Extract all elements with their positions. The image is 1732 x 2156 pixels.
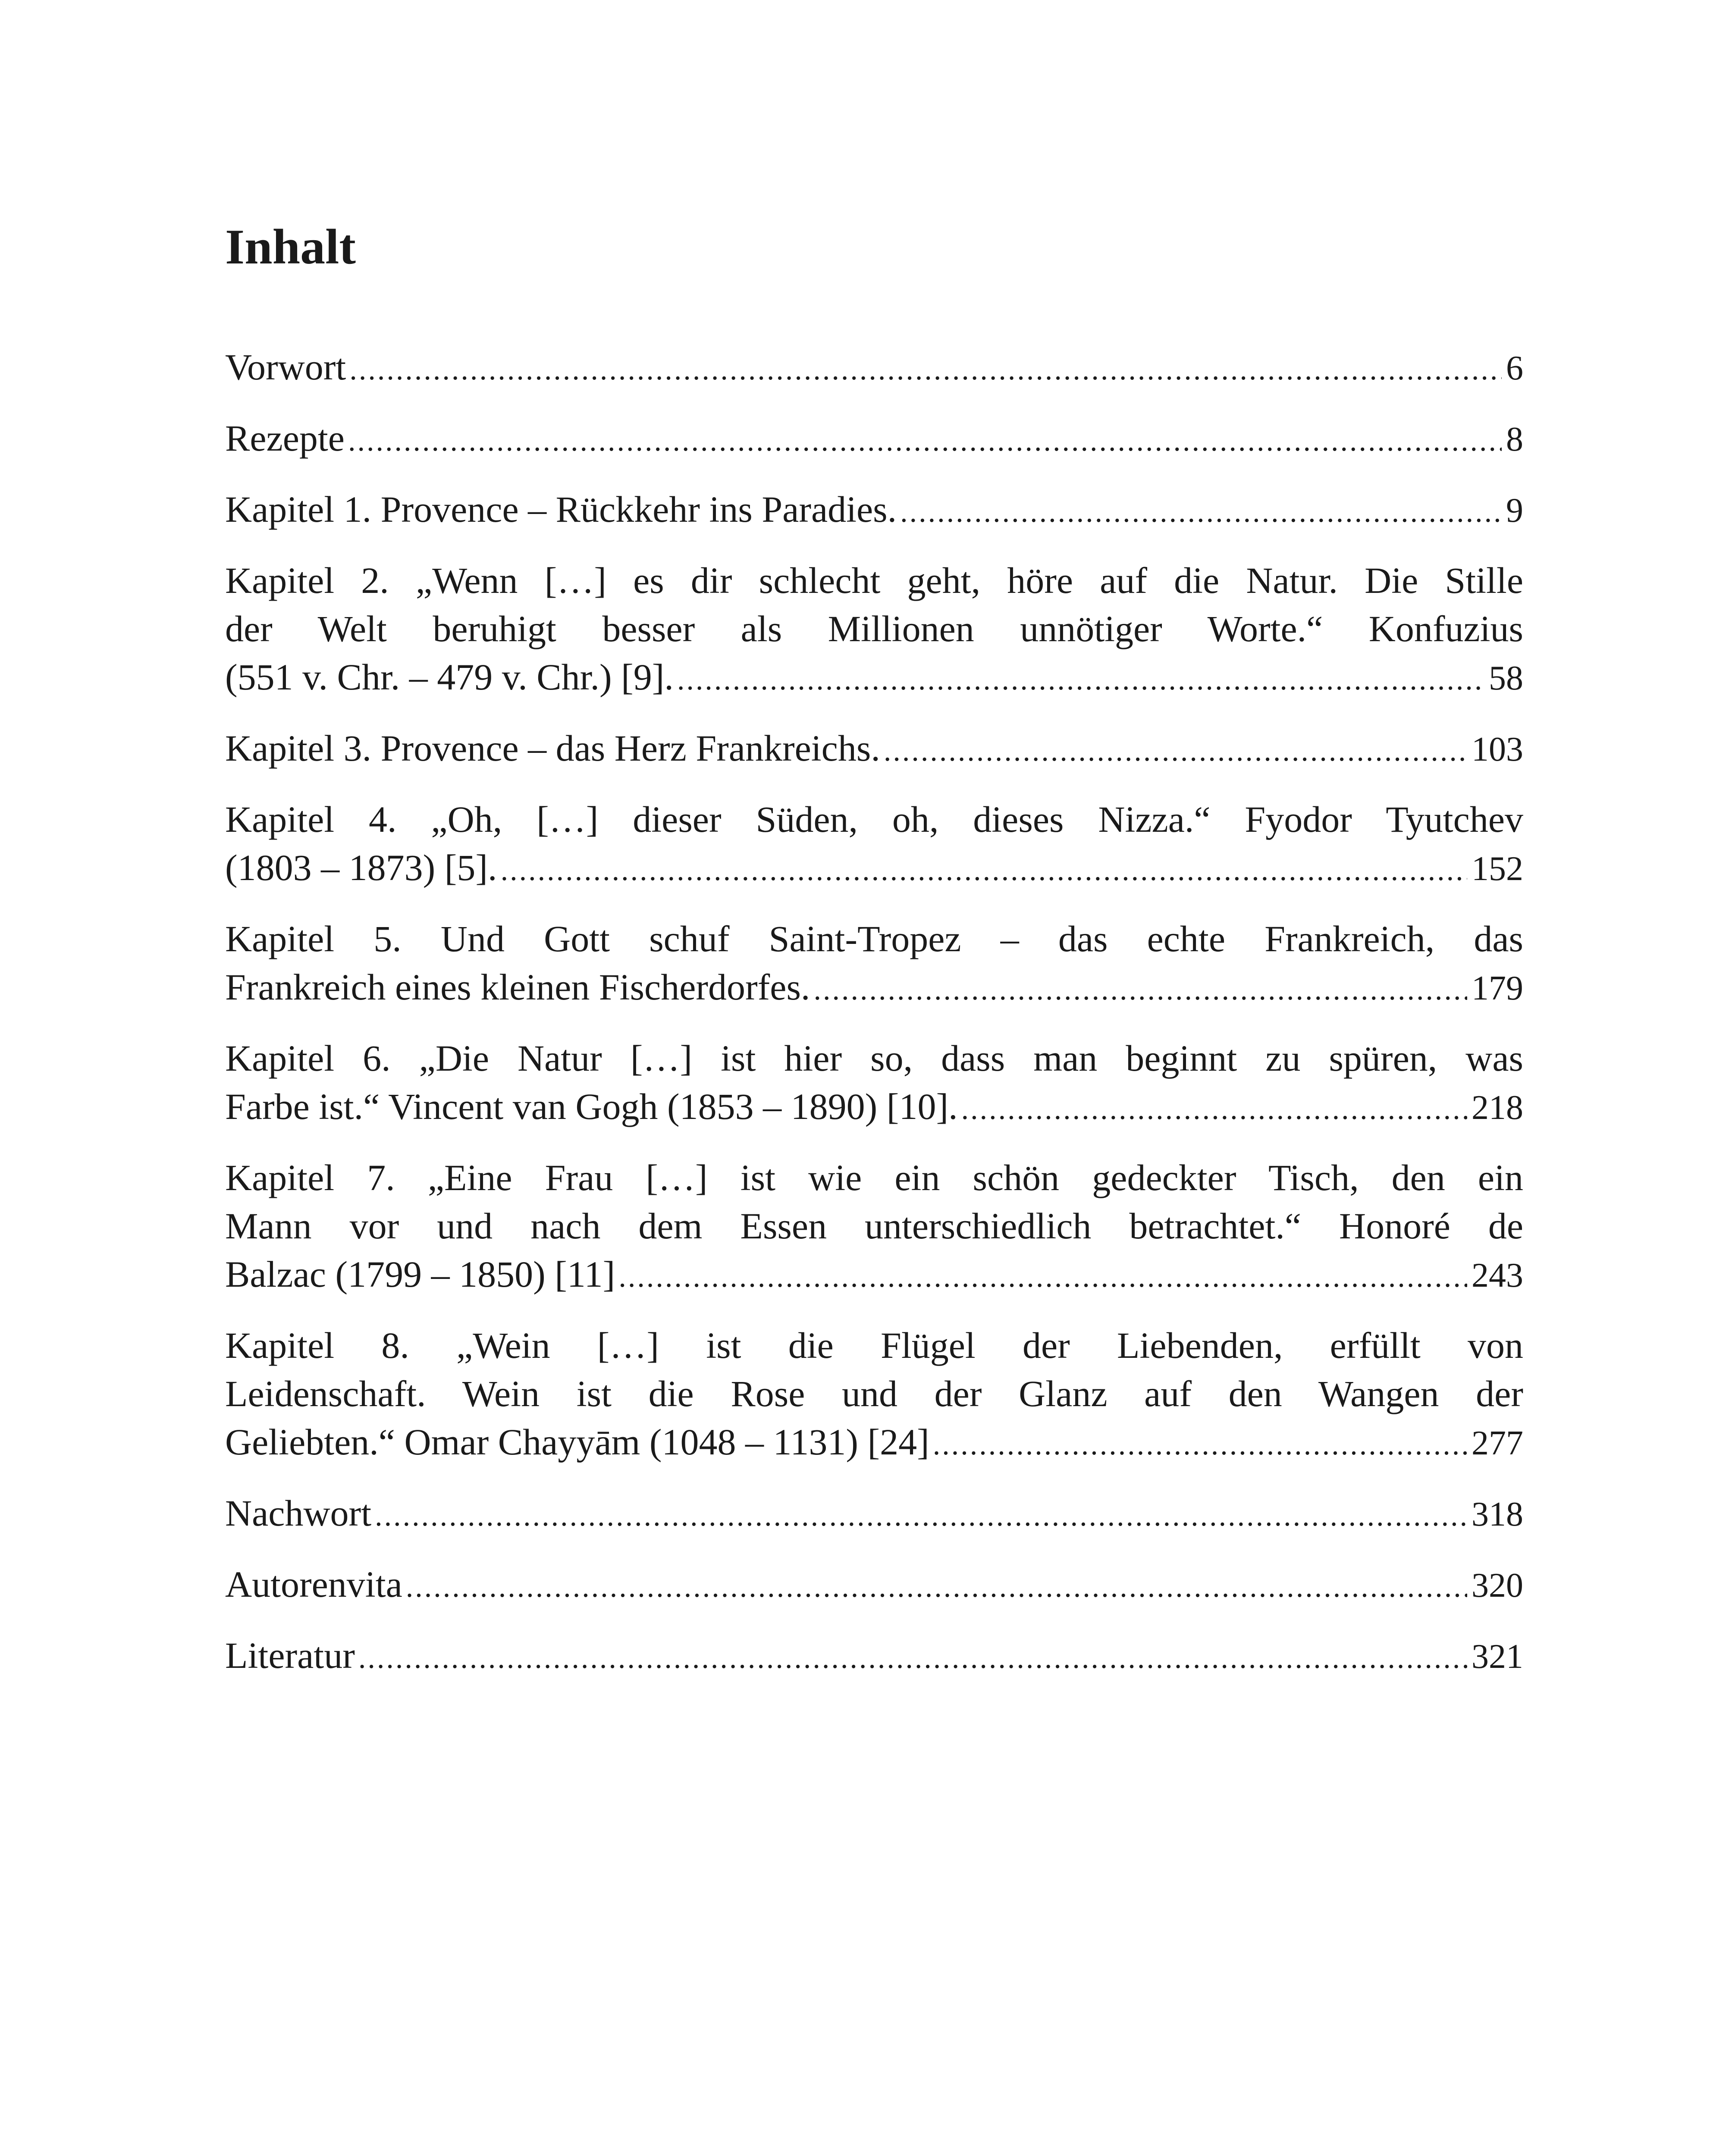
toc-entry-text: Autorenvita xyxy=(225,1564,402,1605)
toc-entry-text: Frankreich eines kleinen Fischerdorfes. xyxy=(225,966,810,1008)
toc-entry-line: Kapitel 6. „Die Natur […] ist hier so, dass man beginnt zu spüren, was xyxy=(225,1037,1523,1079)
toc-entry-line: Kapitel 7. „Eine Frau […] ist wie ein schön gedeckter Tisch, den ein xyxy=(225,1157,1523,1198)
toc-entry-line: Kapitel 8. „Wein […] ist die Flügel der Liebenden, erfüllt von xyxy=(225,1325,1523,1366)
dot-leader xyxy=(349,346,1502,394)
toc-entry[interactable] xyxy=(225,1489,1523,1540)
dot-leader xyxy=(375,1492,1467,1540)
toc-entry-text: (551 v. Chr. – 479 v. Chr.) [9]. xyxy=(225,656,674,698)
dot-leader xyxy=(900,488,1502,536)
dot-leader xyxy=(501,846,1467,895)
toc-page-number: 277 xyxy=(1472,1424,1523,1462)
toc-entry[interactable] xyxy=(225,556,1523,704)
toc-entry-final-line xyxy=(225,1489,1523,1540)
toc-entry[interactable] xyxy=(225,1560,1523,1611)
dot-leader xyxy=(358,1634,1467,1683)
toc-entry[interactable] xyxy=(225,1631,1523,1683)
toc-entry-line: Mann vor und nach dem Essen unterschiedlich betrachtet.“ Honoré de xyxy=(225,1205,1523,1247)
table-of-contents xyxy=(225,343,1523,1702)
toc-entry-final-line xyxy=(225,414,1523,465)
toc-page-number: 6 xyxy=(1506,349,1523,387)
toc-entry[interactable] xyxy=(225,1034,1523,1134)
toc-entry-final-line xyxy=(225,963,1523,1014)
toc-entry-final-line xyxy=(225,653,1523,704)
toc-entry-final-line xyxy=(225,485,1523,536)
toc-entry-text: Balzac (1799 – 1850) [11] xyxy=(225,1253,615,1295)
toc-entry-line: Kapitel 5. Und Gott schuf Saint-Tropez – das echte Frankreich, das xyxy=(225,918,1523,959)
toc-entry-text: Kapitel 3. Provence – das Herz Frankreichs. xyxy=(225,727,880,769)
toc-entry-final-line xyxy=(225,343,1523,394)
toc-title: Inhalt xyxy=(225,219,356,275)
toc-entry-text: Kapitel 1. Provence – Rückkehr ins Paradies. xyxy=(225,489,897,530)
toc-entry-text: Geliebten.“ Omar Chayyām (1048 – 1131) [24] xyxy=(225,1421,929,1463)
toc-entry[interactable] xyxy=(225,1321,1523,1469)
dot-leader xyxy=(677,656,1484,704)
toc-page-number: 321 xyxy=(1472,1638,1523,1676)
toc-entry-text: Literatur xyxy=(225,1635,355,1676)
toc-page-number: 320 xyxy=(1472,1567,1523,1604)
toc-entry-final-line xyxy=(225,1082,1523,1134)
toc-page-number: 8 xyxy=(1506,420,1523,458)
toc-entry-final-line xyxy=(225,1560,1523,1611)
toc-entry-line: Kapitel 2. „Wenn […] es dir schlecht geht, höre auf die Natur. Die Stille xyxy=(225,560,1523,601)
dot-leader xyxy=(348,417,1502,465)
dot-leader xyxy=(406,1563,1467,1611)
toc-entry-final-line xyxy=(225,1418,1523,1469)
toc-page-number: 103 xyxy=(1472,730,1523,768)
toc-entry-line: Leidenschaft. Wein ist die Rose und der Glanz auf den Wangen der xyxy=(225,1373,1523,1414)
toc-page-number: 218 xyxy=(1472,1089,1523,1127)
toc-page-number: 243 xyxy=(1472,1257,1523,1294)
toc-entry-text: Rezepte xyxy=(225,417,345,459)
toc-page-number: 9 xyxy=(1506,492,1523,530)
toc-entry-text: Vorwort xyxy=(225,346,346,388)
toc-page-number: 58 xyxy=(1489,659,1523,697)
toc-entry-line: der Welt beruhigt besser als Millionen unnötiger Worte.“ Konfuzius xyxy=(225,608,1523,649)
dot-leader xyxy=(813,966,1467,1014)
toc-entry-final-line xyxy=(225,1250,1523,1301)
dot-leader xyxy=(618,1253,1467,1301)
toc-entry[interactable] xyxy=(225,915,1523,1014)
toc-entry[interactable] xyxy=(225,414,1523,465)
dot-leader xyxy=(933,1421,1467,1469)
toc-page-number: 152 xyxy=(1472,850,1523,888)
dot-leader xyxy=(961,1085,1467,1134)
toc-entry-text: Farbe ist.“ Vincent van Gogh (1853 – 1890) [10]. xyxy=(225,1086,958,1127)
toc-entry-final-line xyxy=(225,1631,1523,1683)
toc-entry-final-line xyxy=(225,843,1523,895)
toc-entry-final-line xyxy=(225,724,1523,775)
toc-entry[interactable] xyxy=(225,485,1523,536)
toc-entry-text: (1803 – 1873) [5]. xyxy=(225,847,497,888)
toc-entry-line: Kapitel 4. „Oh, […] dieser Süden, oh, dieses Nizza.“ Fyodor Tyutchev xyxy=(225,799,1523,840)
toc-entry[interactable] xyxy=(225,724,1523,775)
toc-entry[interactable] xyxy=(225,795,1523,895)
toc-entry[interactable] xyxy=(225,343,1523,394)
toc-entry-text: Nachwort xyxy=(225,1492,372,1534)
toc-page-number: 179 xyxy=(1472,969,1523,1007)
toc-entry[interactable] xyxy=(225,1153,1523,1301)
dot-leader xyxy=(884,727,1467,775)
toc-page-number: 318 xyxy=(1472,1495,1523,1533)
